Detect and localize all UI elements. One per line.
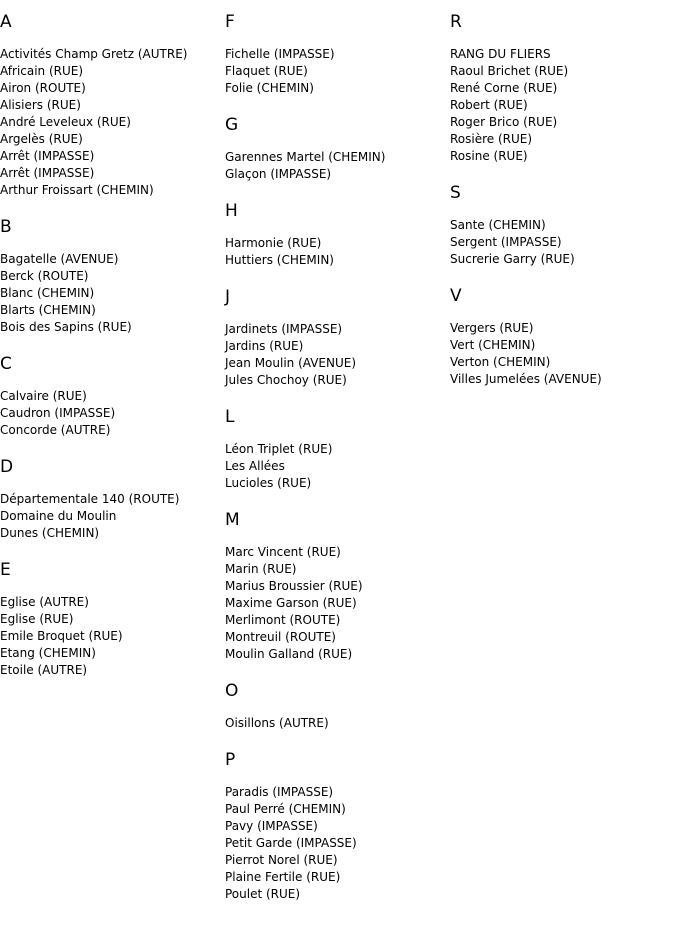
street-list [225,784,445,903]
letter-heading: M [225,510,240,530]
street-link[interactable]: Blanc (CHEMIN) [0,286,95,300]
street-link[interactable]: Jules Chochoy (RUE) [225,373,347,387]
letter-heading: A [0,12,12,32]
street-list [450,46,670,165]
street-link[interactable]: Activités Champ Gretz (AUTRE) [0,47,188,61]
street-link[interactable]: Dunes (CHEMIN) [0,526,100,540]
street-link[interactable]: Jardins (RUE) [225,339,304,353]
letter-group [0,217,220,336]
street-link[interactable]: Arrêt (IMPASSE) [0,166,95,180]
street-link[interactable]: Eglise (RUE) [0,612,74,626]
letter-group [225,681,445,732]
letter-heading: C [0,354,12,374]
street-link[interactable]: Fichelle (IMPASSE) [225,47,335,61]
street-list [225,441,445,492]
street-link[interactable]: Jardinets (IMPASSE) [225,322,343,336]
street-link[interactable]: Etoile (AUTRE) [0,663,88,677]
street-link[interactable]: Paradis (IMPASSE) [225,785,334,799]
letter-group [225,750,445,903]
letter-group [450,286,670,388]
street-link[interactable]: Airon (ROUTE) [0,81,86,95]
street-link[interactable]: RANG DU FLIERS [450,47,551,61]
letter-group [225,115,445,183]
street-list [450,217,670,268]
letter-group [0,560,220,679]
street-link[interactable]: Garennes Martel (CHEMIN) [225,150,386,164]
street-link[interactable]: Rosière (RUE) [450,132,533,146]
letter-group [450,12,670,165]
street-list [0,491,220,542]
letter-heading: V [450,286,462,306]
letter-group [0,457,220,542]
street-list [0,388,220,439]
letter-heading: O [225,681,239,701]
street-link[interactable]: Marin (RUE) [225,562,297,576]
street-list [225,235,445,269]
street-link[interactable]: Paul Perré (CHEMIN) [225,802,346,816]
letter-heading: D [0,457,14,477]
street-link[interactable]: Arrêt (IMPASSE) [0,149,95,163]
letter-heading: E [0,560,11,580]
street-link[interactable]: Poulet (RUE) [225,887,301,901]
street-link[interactable]: Arthur Froissart (CHEMIN) [0,183,154,197]
street-link[interactable]: Berck (ROUTE) [0,269,89,283]
street-link[interactable]: Sucrerie Garry (RUE) [450,252,575,266]
street-list [450,320,670,388]
street-list [225,544,445,663]
street-link[interactable]: Domaine du Moulin [0,509,117,523]
street-link[interactable]: Bagatelle (AVENUE) [0,252,119,266]
street-link[interactable]: Emile Broquet (RUE) [0,629,123,643]
street-link[interactable]: Raoul Brichet (RUE) [450,64,569,78]
letter-heading: B [0,217,12,237]
street-link[interactable]: Marc Vincent (RUE) [225,545,341,559]
street-link[interactable]: Bois des Sapins (RUE) [0,320,132,334]
letter-heading: G [225,115,239,135]
index-column-3 [450,12,670,406]
street-link[interactable]: Huttiers (CHEMIN) [225,253,334,267]
street-link[interactable]: Calvaire (RUE) [0,389,87,403]
street-link[interactable]: Moulin Galland (RUE) [225,647,353,661]
street-link[interactable]: Verton (CHEMIN) [450,355,551,369]
letter-heading: F [225,12,235,32]
street-link[interactable]: Petit Garde (IMPASSE) [225,836,357,850]
letter-group [225,510,445,663]
index-column-2 [225,12,445,921]
street-link[interactable]: Plaine Fertile (RUE) [225,870,341,884]
letter-heading: J [225,287,231,307]
street-link[interactable]: Sante (CHEMIN) [450,218,546,232]
street-link[interactable]: Lucioles (RUE) [225,476,312,490]
letter-group [225,201,445,269]
street-link[interactable]: René Corne (RUE) [450,81,558,95]
street-link[interactable]: Caudron (IMPASSE) [0,406,116,420]
street-link[interactable]: Folie (CHEMIN) [225,81,314,95]
street-list [225,321,445,389]
street-link[interactable]: Glaçon (IMPASSE) [225,167,332,181]
letter-group [0,354,220,439]
letter-heading: H [225,201,238,221]
letter-group [450,183,670,268]
street-list [0,594,220,679]
street-link[interactable]: Jean Moulin (AVENUE) [225,356,357,370]
street-list [0,46,220,199]
letter-heading: R [450,12,462,32]
letter-group [225,12,445,97]
street-link[interactable]: Villes Jumelées (AVENUE) [450,372,602,386]
street-link[interactable]: Pavy (IMPASSE) [225,819,318,833]
letter-heading: L [225,407,235,427]
street-link[interactable]: Marius Broussier (RUE) [225,579,363,593]
street-link[interactable]: Harmonie (RUE) [225,236,322,250]
letter-group [225,407,445,492]
street-link[interactable]: Africain (RUE) [0,64,84,78]
street-link[interactable]: Les Allées [225,459,285,473]
street-link[interactable]: Sergent (IMPASSE) [450,235,562,249]
street-link[interactable]: Alisiers (RUE) [0,98,81,112]
street-link[interactable]: Rosine (RUE) [450,149,528,163]
street-link[interactable]: Argelès (RUE) [0,132,83,146]
street-link[interactable]: Oisillons (AUTRE) [225,716,329,730]
street-link[interactable]: André Leveleux (RUE) [0,115,131,129]
street-link[interactable]: Merlimont (ROUTE) [225,613,341,627]
street-link[interactable]: Maxime Garson (RUE) [225,596,357,610]
street-link[interactable]: Etang (CHEMIN) [0,646,96,660]
street-link[interactable]: Léon Triplet (RUE) [225,442,333,456]
street-list [225,46,445,97]
letter-group [225,287,445,389]
street-list [0,251,220,336]
street-link[interactable]: Vergers (RUE) [450,321,534,335]
street-link[interactable]: Robert (RUE) [450,98,528,112]
street-link[interactable]: Montreuil (ROUTE) [225,630,336,644]
street-link[interactable]: Roger Brico (RUE) [450,115,558,129]
index-column-1 [0,12,220,697]
street-link[interactable]: Concorde (AUTRE) [0,423,111,437]
street-link[interactable]: Eglise (AUTRE) [0,595,89,609]
street-list [225,149,445,183]
street-list [225,715,445,732]
street-link[interactable]: Départementale 140 (ROUTE) [0,492,180,506]
street-link[interactable]: Blarts (CHEMIN) [0,303,96,317]
street-link[interactable]: Vert (CHEMIN) [450,338,536,352]
letter-heading: S [450,183,461,203]
street-link[interactable]: Flaquet (RUE) [225,64,308,78]
letter-heading: P [225,750,236,770]
street-link[interactable]: Pierrot Norel (RUE) [225,853,338,867]
letter-group [0,12,220,199]
